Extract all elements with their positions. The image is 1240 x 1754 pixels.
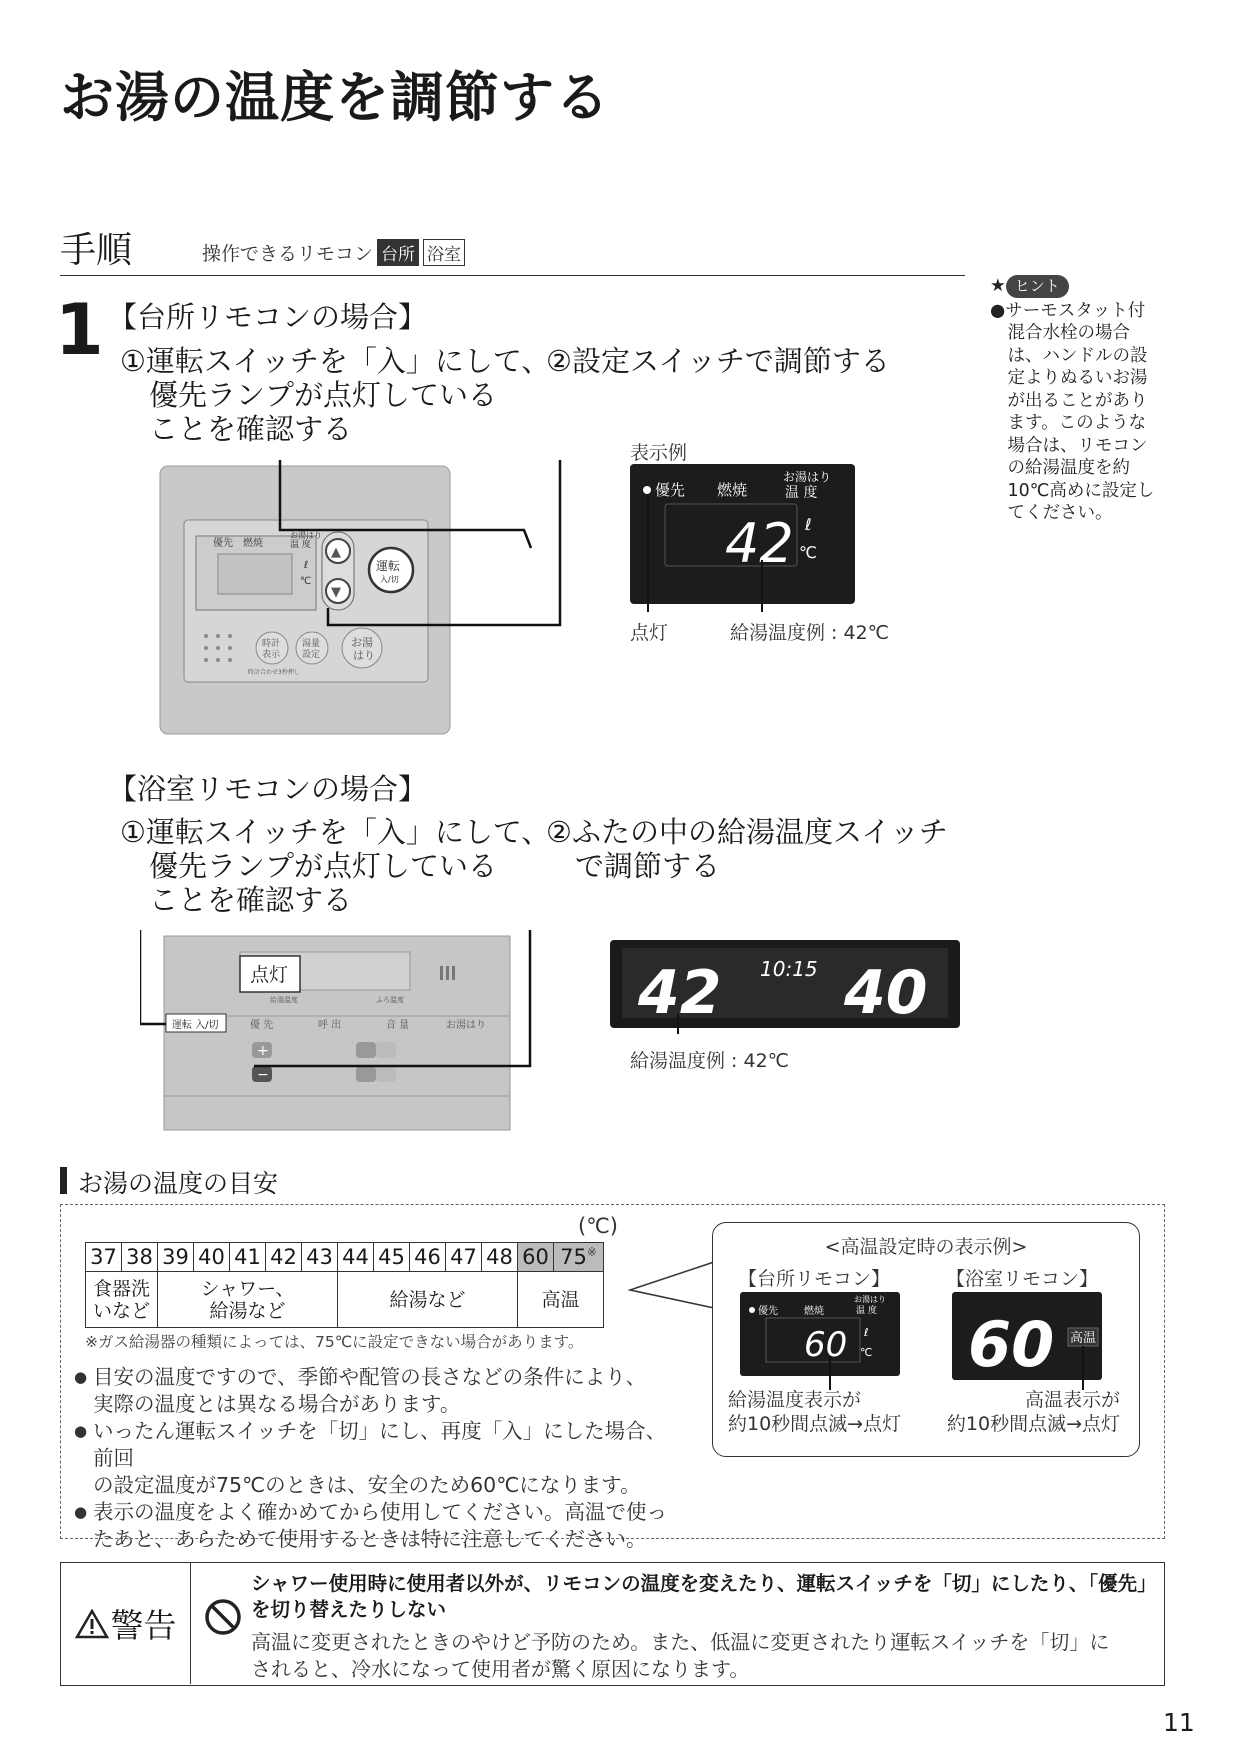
kitchen-temp-caption: 給湯温度例 : 42℃ — [730, 622, 889, 644]
temp-cell: 60 — [518, 1243, 554, 1272]
fill-label: お湯 — [351, 636, 373, 649]
guide-bullets — [76, 1364, 676, 1553]
section-bar — [60, 1167, 67, 1194]
kitchen-step1: ①運転スイッチを「入」にして、 優先ランプが点灯している ことを確認する — [120, 344, 551, 446]
temp-cell: 46 — [410, 1243, 446, 1272]
kitchen-remote-illustration — [140, 460, 570, 740]
hi-bath-display — [950, 1290, 1110, 1402]
hi-kitchen-label: 【台所リモコン】 — [738, 1268, 891, 1290]
remote-priority: 優先 — [213, 538, 233, 549]
hot-temp-label: 給湯温度 — [270, 996, 298, 1004]
list-item: ● いったん運転スイッチを「切」にし、再度「入」にした場合、前回 の設定温度が75℃のときは、安全のため60℃になります。 — [76, 1418, 676, 1499]
high-temp-title: <高温設定時の表示例> — [824, 1236, 1028, 1258]
bath-display-left: 42 — [638, 958, 722, 1028]
bath-chip: 浴室 — [423, 239, 465, 266]
bath-display-time: 10:15 — [760, 957, 818, 981]
bath-volume-label: 音 量 — [386, 1020, 410, 1031]
svg-text:温 度: 温 度 — [856, 1306, 877, 1316]
divider — [60, 275, 965, 276]
remote-temp: 温 度 — [290, 540, 311, 550]
warning-label-cell — [61, 1563, 191, 1684]
bath-fill-label: お湯はり — [446, 1020, 486, 1031]
power-label: 運転 — [376, 559, 401, 573]
temp-cell: 42 — [266, 1243, 302, 1272]
list-item: ● 表示の温度をよく確かめてから使用してください。高温で使っ たあと、あらためて使用するときは特に注意してください。 — [76, 1499, 676, 1553]
page-number: 11 — [1163, 1708, 1195, 1737]
svg-text:℃: ℃ — [860, 1346, 873, 1359]
svg-text:+: + — [257, 1043, 269, 1059]
procedure-heading: 手順 — [60, 230, 133, 271]
step-number: 1 — [55, 289, 104, 371]
warning-body: 高温に変更されたときのやけど予防のため。また、低温に変更されたり運転スイッチを「切」に されると、冷水になって使用者が驚く原因になります。 — [251, 1630, 1110, 1681]
hi-bath-caption: 高温表示が 約10秒間点滅→点灯 — [946, 1389, 1120, 1435]
clock-label: 時計 — [262, 639, 281, 649]
table-row — [86, 1272, 604, 1328]
temp-cell: 45 — [374, 1243, 410, 1272]
hi-bath-label: 【浴室リモコン】 — [946, 1268, 1099, 1290]
hi-kitchen-display — [738, 1290, 908, 1402]
use-cell: 高温 — [518, 1272, 604, 1328]
bath-temp-label: ふろ温度 — [376, 996, 404, 1004]
use-cell: シャワー、 給湯など — [158, 1272, 338, 1328]
temp-cell: 47 — [446, 1243, 482, 1272]
temp-cell: 39 — [158, 1243, 194, 1272]
up-arrow-icon: ▲ — [331, 545, 341, 560]
kitchen-chip: 台所 — [377, 239, 419, 266]
bath-temp-caption: 給湯温度例 : 42℃ — [630, 1050, 789, 1072]
svg-text:−: − — [257, 1067, 269, 1083]
display-fill-hot: お湯はり — [783, 470, 832, 484]
remote-note-label: 操作できるリモコン — [202, 243, 374, 265]
bath-step1: ①運転スイッチを「入」にして、 優先ランプが点灯している ことを確認する — [120, 815, 551, 917]
temp-cell: 43 — [302, 1243, 338, 1272]
prohibition-icon — [203, 1597, 243, 1637]
page-title: お湯の温度を調節する — [60, 66, 610, 129]
hi-label: 高温 — [1070, 1331, 1097, 1346]
temp-cell: 41 — [230, 1243, 266, 1272]
bath-step2: ②ふたの中の給湯温度スイッチ で調節する — [546, 815, 948, 883]
hint-body: ●サーモスタット付 混合水栓の場合 は、ハンドルの設 定よりぬるいお湯 が出ることがあり ます。このような 場合は、リモコン の給湯温度を約 10℃高めに設定し てください。 — [990, 300, 1155, 523]
warning-triangle-icon — [75, 1609, 109, 1639]
temp-cell-75: 75※ — [554, 1243, 604, 1272]
temp-cell: 44 — [338, 1243, 374, 1272]
display-temp-label: 温 度 — [785, 485, 818, 501]
hi-kitchen-caption: 給湯温度表示が 約10秒間点滅→点灯 — [728, 1389, 902, 1435]
svg-text:優先: 優先 — [758, 1306, 778, 1317]
bath-power-label: 運転 入/切 — [172, 1020, 219, 1031]
bath-heading: 【浴室リモコンの場合】 — [108, 772, 428, 806]
lit-caption: 点灯 — [630, 622, 669, 644]
warning-label: 警告 — [110, 1606, 177, 1645]
bath-call-label: 呼 出 — [318, 1020, 342, 1031]
hi-bath-value: 60 — [968, 1308, 1055, 1381]
bath-display-example — [608, 938, 963, 1038]
display-unit-c: ℃ — [799, 543, 817, 562]
remote-fill-hot: お湯はり — [290, 531, 322, 540]
hint-tag: ヒント — [1006, 275, 1069, 298]
kitchen-step2: ②設定スイッチで調節する — [546, 344, 890, 378]
kitchen-heading: 【台所リモコンの場合】 — [108, 300, 428, 334]
star-icon: ★ — [990, 276, 1006, 296]
warning-headline: シャワー使用時に使用者以外が、リモコンの温度を変えたり、運転スイッチを「切」にしたり、「優先」 を切り替えたりしない — [251, 1572, 1157, 1621]
display-combustion: 燃焼 — [717, 481, 748, 499]
svg-text:ℓ: ℓ — [864, 1326, 869, 1339]
remote-note — [202, 239, 465, 266]
temperature-table — [85, 1242, 604, 1328]
svg-text:はり: はり — [353, 649, 375, 662]
svg-text:表示: 表示 — [262, 650, 281, 660]
warning-box — [60, 1562, 1165, 1686]
volume-label: 湯量 — [302, 639, 321, 649]
guide-unit: (℃) — [578, 1214, 618, 1238]
list-item: ● 目安の温度ですので、季節や配管の長さなどの条件により、 実際の温度とは異なる場合があります。 — [76, 1364, 676, 1418]
temp-cell: 48 — [482, 1243, 518, 1272]
use-cell: 食器洗 いなど — [86, 1272, 158, 1328]
bath-priority-label: 優 先 — [250, 1020, 274, 1031]
display-unit-l: ℓ — [805, 515, 812, 534]
temp-cell: 37 — [86, 1243, 122, 1272]
display-temp-value: 42 — [725, 512, 794, 575]
svg-text:設定: 設定 — [302, 650, 321, 660]
example-label: 表示例 — [630, 442, 688, 464]
guide-footnote: ※ガス給湯器の種類によっては、75℃に設定できない場合があります。 — [85, 1333, 584, 1351]
down-arrow-icon: ▼ — [331, 585, 341, 600]
guide-heading: お湯の温度の目安 — [78, 1169, 279, 1198]
bath-remote-illustration — [140, 930, 590, 1135]
svg-text:燃焼: 燃焼 — [804, 1306, 824, 1317]
remote-footnote: 時計合わせ3秒押し — [248, 669, 300, 676]
hi-kitchen-value: 60 — [804, 1325, 848, 1365]
callout-pointer — [628, 1258, 718, 1318]
display-priority: 優先 — [655, 481, 686, 499]
temp-cell: 40 — [194, 1243, 230, 1272]
temp-cell: 38 — [122, 1243, 158, 1272]
table-row — [86, 1243, 604, 1272]
lit-callout: 点灯 — [250, 964, 289, 986]
remote-combustion: 燃焼 — [243, 538, 263, 549]
remote-unit-l: ℓ — [304, 560, 309, 571]
remote-unit-c: ℃ — [300, 576, 312, 587]
hint-box — [990, 275, 1160, 525]
svg-text:お湯はり: お湯はり — [854, 1295, 886, 1304]
power-sub-label: 入/切 — [380, 575, 399, 584]
use-cell: 給湯など — [338, 1272, 518, 1328]
bath-display-right: 40 — [844, 958, 928, 1028]
